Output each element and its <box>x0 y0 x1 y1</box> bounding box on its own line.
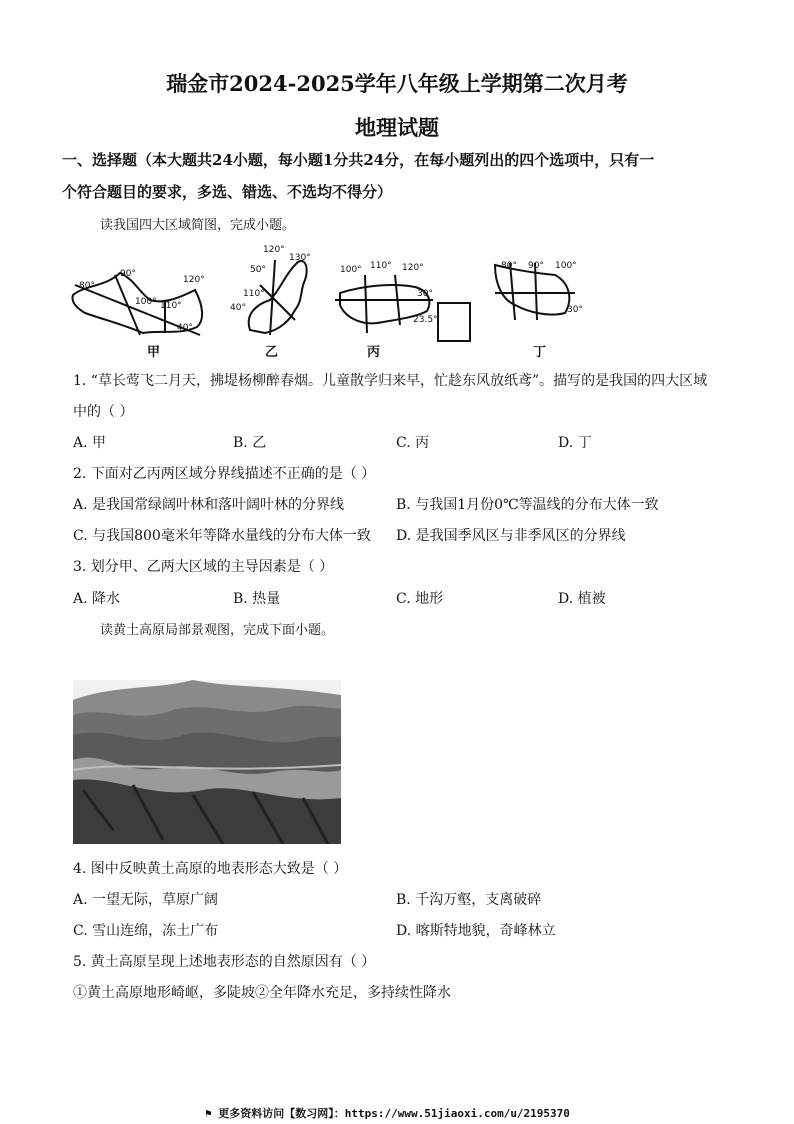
map-label-ding: 丁 <box>533 345 547 360</box>
region-maps-figure <box>65 245 585 360</box>
q2-option-d: D. 是我国季风区与非季风区的分界线 <box>396 528 626 544</box>
map-jia-deg-80: 80° <box>79 281 95 291</box>
question-1-line1: 1. “草长莺飞二月天，拂堤杨柳醉春烟。儿童散学归来早，忙趁东风放纸鸢”。描写的是我国的四大区域 <box>73 373 708 389</box>
map-bing-deg-30: 30° <box>417 289 433 299</box>
q4-option-a: A. 一望无际，草原广阔 <box>73 892 219 908</box>
map-bing-deg-110: 110° <box>370 261 392 271</box>
map-label-yi: 乙 <box>265 345 279 360</box>
map-yi-deg-50: 50° <box>250 265 266 275</box>
q3-option-c: C. 地形 <box>396 591 444 607</box>
map-yi-deg-110: 110° <box>243 289 265 299</box>
map-ding-outline <box>495 265 569 315</box>
q4-option-d: D. 喀斯特地貌，奇峰林立 <box>396 923 556 939</box>
q1-option-b: B. 乙 <box>233 435 267 451</box>
footer-text: 更多资料访问【数习网】：https://www.51jiaoxi.com/u/2195370 <box>218 1107 570 1120</box>
q2-option-c: C. 与我国800毫米年等降水量线的分布大体一致 <box>73 528 371 544</box>
map-jia-deg-90: 90° <box>120 269 136 279</box>
map-yi-line2 <box>270 260 275 335</box>
question-5-statement: ①黄土高原地形崎岖，多陡坡②全年降水充足，多持续性降水 <box>73 985 451 1001</box>
q1-option-c: C. 丙 <box>396 435 430 451</box>
intro-photo: 读黄土高原局部景观图，完成下面小题。 <box>100 623 335 638</box>
map-label-bing: 丙 <box>367 345 381 360</box>
question-4-stem: 4. 图中反映黄土高原的地表形态大致是（ ） <box>73 861 348 877</box>
section-heading <box>62 144 742 208</box>
map-yi-deg-120: 120° <box>263 245 285 255</box>
q3-option-d: D. 植被 <box>558 591 606 607</box>
map-bing-deg-120: 120° <box>402 263 424 273</box>
flag-icon: ⚑ <box>205 1107 212 1120</box>
loess-plateau-photo-svg <box>73 680 341 844</box>
section-heading-line1: 一、选择题（本大题共24小题，每小题1分共24分，在每小题列出的四个选项中，只有一 <box>62 151 655 169</box>
page-title: 瑞金市2024-2025学年八年级上学期第二次月考 <box>166 71 628 96</box>
map-label-jia: 甲 <box>147 345 161 360</box>
loess-plateau-photo <box>73 680 341 844</box>
question-5-stem: 5. 黄土高原呈现上述地表形态的自然原因有（ ） <box>73 954 376 970</box>
question-1-line2: 中的（ ） <box>73 404 134 420</box>
q4-option-c: C. 雪山连绵，冻土广布 <box>73 923 219 939</box>
q2-option-a: A. 是我国常绿阔叶林和落叶阔叶林的分界线 <box>73 497 345 513</box>
map-jia-deg-40: 40° <box>177 323 193 333</box>
map-jia-deg-120: 120° <box>183 275 205 285</box>
page-subtitle: 地理试题 <box>355 115 439 140</box>
map-yi-deg-40: 40° <box>230 303 246 313</box>
map-ding-deg-30: 30° <box>567 305 583 315</box>
q1-option-d: D. 丁 <box>558 435 592 451</box>
question-2-stem: 2. 下面对乙丙两区域分界线描述不正确的是（ ） <box>73 466 376 482</box>
map-bing-deg-100: 100° <box>340 265 362 275</box>
map-ding-deg-80: 80° <box>501 261 517 271</box>
map-ding-line2 <box>535 263 537 320</box>
section-heading-line2: 个符合题目的要求，多选、错选、不选均不得分） <box>62 183 393 201</box>
q3-option-a: A. 降水 <box>73 591 121 607</box>
map-jia-deg-100: 100° <box>135 297 157 307</box>
map-ding-deg-90: 90° <box>528 261 544 271</box>
q1-option-a: A. 甲 <box>73 435 107 451</box>
footer-link[interactable] <box>205 1105 570 1121</box>
map-ding-line1 <box>510 263 515 320</box>
q4-option-b: B. 千沟万壑，支离破碎 <box>396 892 542 908</box>
map-bing-deg-23-5: 23.5° <box>413 315 438 325</box>
map-jia-deg-110: 110° <box>160 301 182 311</box>
intro-map: 读我国四大区域简图，完成小题。 <box>100 218 296 233</box>
q2-option-b: B. 与我国1月份0℃等温线的分布大体一致 <box>396 497 659 513</box>
question-3-stem: 3. 划分甲、乙两大区域的主导因素是（ ） <box>73 559 334 575</box>
map-yi-deg-130: 130° <box>289 253 311 263</box>
map-ding-deg-100: 100° <box>555 261 577 271</box>
q3-option-b: B. 热量 <box>233 591 281 607</box>
map-bing-inset <box>438 303 470 341</box>
map-bing-line2 <box>365 275 367 333</box>
